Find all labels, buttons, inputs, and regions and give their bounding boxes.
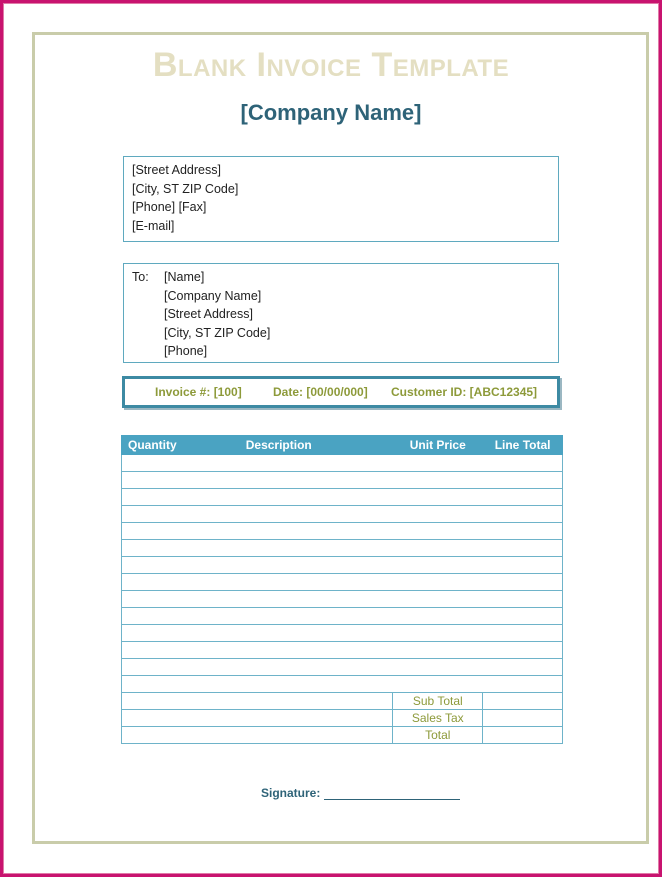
table-row-cell[interactable] xyxy=(122,591,563,608)
total-label: Total xyxy=(393,727,483,744)
table-row-cell[interactable] xyxy=(122,659,563,676)
page-title: Blank Invoice Template xyxy=(152,46,510,84)
table-header-row xyxy=(122,436,563,455)
table-row xyxy=(122,659,563,676)
table-row xyxy=(122,455,563,472)
table-row xyxy=(122,608,563,625)
recipient-city: [City, ST ZIP Code] xyxy=(164,325,271,340)
table-row-cell[interactable] xyxy=(122,472,563,489)
sales-tax-value[interactable] xyxy=(483,710,563,727)
invoice-date: Date: [00/00/000] xyxy=(273,385,368,399)
recipient-street: [Street Address] xyxy=(164,307,253,321)
table-row xyxy=(122,676,563,693)
table-row xyxy=(122,574,563,591)
subtotal-value[interactable] xyxy=(483,693,563,710)
subtotal-row xyxy=(122,693,563,710)
table-row xyxy=(122,591,563,608)
sender-phone-fax: [Phone] [Fax] xyxy=(132,200,207,214)
sales-tax-label: Sales Tax xyxy=(393,710,483,727)
table-row xyxy=(122,472,563,489)
column-header-line-total: Line Total xyxy=(483,436,563,455)
table-row xyxy=(122,489,563,506)
company-name: [Company Name] xyxy=(240,100,422,125)
signature-label: Signature: xyxy=(261,786,321,800)
recipient-address-box xyxy=(123,263,559,363)
table-row-cell[interactable] xyxy=(122,506,563,523)
sales-tax-row xyxy=(122,710,563,727)
table-row xyxy=(122,523,563,540)
subtotal-label: Sub Total xyxy=(393,693,483,710)
table-row xyxy=(122,557,563,574)
table-row-cell[interactable] xyxy=(122,608,563,625)
line-items-table xyxy=(121,435,563,744)
table-row-cell[interactable] xyxy=(122,574,563,591)
recipient-phone: [Phone] xyxy=(164,344,208,358)
table-row xyxy=(122,540,563,557)
table-row-cell[interactable] xyxy=(122,455,563,472)
table-row xyxy=(122,625,563,642)
sender-city: [City, ST ZIP Code] xyxy=(132,181,239,196)
table-row xyxy=(122,642,563,659)
table-row-cell[interactable] xyxy=(122,557,563,574)
table-row-cell[interactable] xyxy=(122,676,563,693)
customer-id: Customer ID: [ABC12345] xyxy=(391,385,538,399)
sender-email: [E-mail] xyxy=(132,218,175,233)
total-value[interactable] xyxy=(483,727,563,744)
total-row xyxy=(122,727,563,744)
column-header-quantity: Quantity xyxy=(122,436,240,455)
table-row-cell[interactable] xyxy=(122,625,563,642)
table-row-cell[interactable] xyxy=(122,523,563,540)
invoice-number: Invoice #: [100] xyxy=(155,385,242,399)
table-row xyxy=(122,506,563,523)
recipient-company: [Company Name] xyxy=(164,288,262,303)
invoice-info-bar xyxy=(122,376,560,408)
signature-block xyxy=(261,786,460,800)
table-row-cell[interactable] xyxy=(122,540,563,557)
table-row-cell[interactable] xyxy=(122,489,563,506)
column-header-unit-price: Unit Price xyxy=(393,436,483,455)
sender-address-box xyxy=(123,156,559,242)
to-label: To: xyxy=(132,270,149,284)
recipient-name: [Name] xyxy=(164,270,205,284)
signature-line[interactable] xyxy=(324,787,460,800)
table-row-cell[interactable] xyxy=(122,642,563,659)
sender-street: [Street Address] xyxy=(132,163,221,177)
column-header-description: Description xyxy=(239,436,393,455)
